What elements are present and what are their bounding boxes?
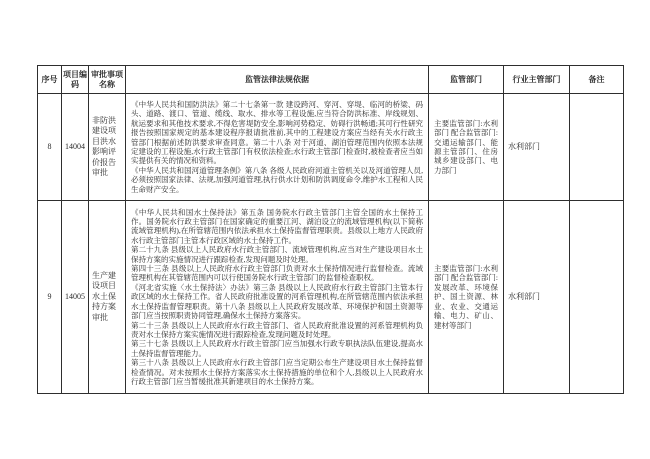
approval-items-table: [37, 65, 624, 394]
header-industry-department: 行业主管部门: [504, 66, 570, 94]
row8-legal-paragraph: 《中华人民共和国防洪法》第二十七条第一款 建设跨河、穿河、穿堤、临河的桥梁、码头、道路、渡口、管道、缆线、取水、排水等工程设施,应当符合防洪标准、岸线规划、航运要求和其他技术要求,不得危害堤防安全,影响河势稳定、妨碍行洪畅通;其可行性研究报告按照国家规定的基本建设程序报请批准前,其中的工程建设方案应当经有关水行政主管部门根据前述防洪要求审查同意。第二十八条 对于河道、湖泊管理范围内依照本法规定建设的工程设施,水行政主管部门有权依法检查;水行政主管部门检查时,被检查者应当如实提供有关的情况和资料。: [131, 99, 423, 166]
row8-seq-cell: 8: [38, 94, 62, 201]
row9-seq-cell: 9: [38, 201, 62, 394]
header-project-code: 项目编码: [62, 66, 89, 94]
row8-project-code-cell: 14004: [62, 94, 89, 201]
header-legal-basis: 监管法律法规依据: [126, 66, 429, 94]
row8-approval-item-name-cell: 非防洪建设项目洪水影响评价报告审批: [89, 94, 126, 201]
row9-legal-paragraph: 《河北省实施〈水土保持法〉办法》第三条 县级以上人民政府水行政主管部门主管本行政区域的水土保持工作。省人民政府批准设置的河系管理机构,在所管辖范围内依法承担水土保持监督管理职责。第十八条 县级以上人民政府发展改革、环境保护和国土资源等部门应当按照职责协同管理,确保水土保持方案落实。: [131, 282, 423, 321]
row9-legal-paragraph: 第三十八条 县级以上人民政府水行政主管部门应当定期公布生产建设项目水土保持监督检查情况。对未按照水土保持方案落实水土保持措施的单位和个人,县级以上人民政府水行政主管部门应当暂缓批准其新建项目的水土保持方案。: [131, 358, 423, 386]
table-header-row: [38, 66, 624, 94]
header-remark: 备注: [570, 66, 624, 94]
row8-legal-basis-cell: [126, 94, 429, 201]
row9-industry-department-cell: 水利部门: [504, 201, 570, 394]
row8-remark-cell: [570, 94, 624, 201]
row9-approval-item-name-cell: 生产建设项目水土保持方案审批: [89, 201, 126, 394]
row8-legal-paragraph: 《中华人民共和国河道管理条例》第八条 各级人民政府河道主管机关以及河道管理人员,必须按照国家法律、法规,加强河道管理,执行供水计划和防洪调度命令,维护水工程和人民生命财产安全。: [131, 165, 423, 194]
row9-legal-paragraph: 第二十三条 县级以上人民政府水行政主管部门、省人民政府批准设置的河系管理机构负责对水土保持方案实施情况进行跟踪检查,发现问题及时处理。: [131, 320, 423, 339]
table-row: [38, 94, 624, 201]
row8-regulator-cell: 主要监管部门:水利部门 配合监管部门:交通运输部门、能源主管部门、住房城乡建设部门、电力部门: [429, 94, 504, 201]
row9-remark-cell: [570, 201, 624, 394]
row9-legal-paragraph: 《中华人民共和国水土保持法》第五条 国务院水行政主管部门主管全国的水土保持工作。国务院水行政主管部门在国家确定的重要江河、湖泊设立的流域管理机构(以下简称流域管理机构),在所管辖范围内依法承担水土保持监督管理职责。县级以上地方人民政府水行政主管部门主管本行政区域的水土保持工作。: [131, 207, 423, 245]
header-regulator: 监管部门: [429, 66, 504, 94]
header-seq: 序号: [38, 66, 62, 94]
row9-project-code-cell: 14005: [62, 201, 89, 394]
row9-regulator-cell: 主要监管部门:水利部门 配合监管部门:发展改革、环境保护、国土资源、林业、农业、交通运输、电力、矿山、建材等部门: [429, 201, 504, 394]
row9-legal-paragraph: 第三十七条 县级以上人民政府水行政主管部门应当加强水行政专职执法队伍建设,提高水土保持监督管理能力。: [131, 339, 423, 358]
row9-legal-basis-cell: [126, 201, 429, 394]
row9-legal-paragraph: 第二十九条 县级以上人民政府水行政主管部门、流域管理机构,应当对生产建设项目水土保持方案的实施情况进行跟踪检查,发现问题及时处理。: [131, 245, 423, 264]
row8-industry-department-cell: 水利部门: [504, 94, 570, 201]
table-row: [38, 201, 624, 394]
row9-legal-paragraph: 第四十三条 县级以上人民政府水行政主管部门负责对水土保持情况进行监督检查。流域管理机构在其管辖范围内可以行使国务院水行政主管部门的监督检查职权。: [131, 264, 423, 283]
header-approval-item-name: 审批事项名称: [89, 66, 126, 94]
